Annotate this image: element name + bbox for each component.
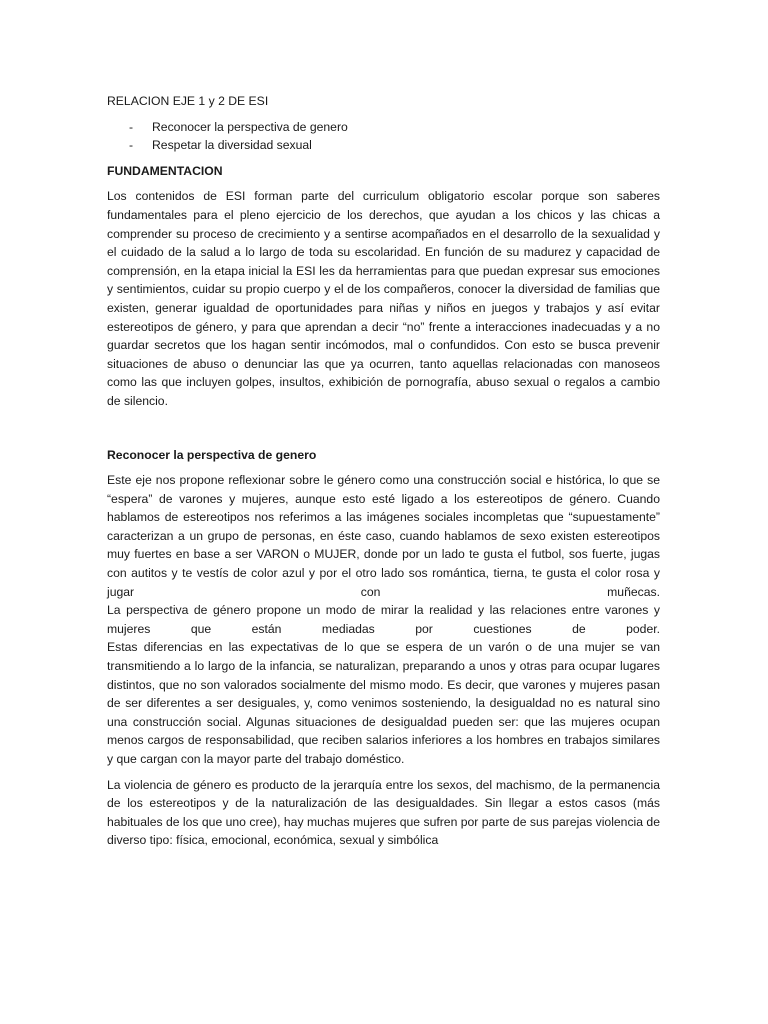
paragraph-fundamentacion: Los contenidos de ESI forman parte del curriculum obligatorio escolar porque son saberes fundamentales para el pleno ejercicio de los derechos, que ayudan a los chicos y las chicas a comprender su proceso de crecimiento y a sentirse acompañados en el desarrollo de la sexualidad y el cuidado de la salud a lo largo de toda su escolaridad. En función de su madurez y capacidad de comprensión, en la etapa inicial la ESI les da herramientas para que puedan expresar sus emociones y sentimientos, cuidar su propio cuerpo y el de los compañeros, conocer la diversidad de familias que existen, generar igualdad de oportunidades para niñas y niños en juegos y trabajos y así evitar estereotipos de género, y para que aprendan a decir “no” frente a interacciones inadecuadas y a no guardar secretos que los hagan sentir incómodos, mal o confundidos. Con esto se busca prevenir situaciones de abuso o denunciar las que ya ocurren, tanto aquellas relacionadas con manoseos como las que incluyen golpes, insultos, exhibición de pornografía, abuso sexual o regalos a cambio de silencio. <box>107 189 660 408</box>
bullet-text: Reconocer la perspectiva de genero <box>152 119 348 134</box>
list-item <box>107 136 660 155</box>
list-item <box>107 118 660 137</box>
section-heading-perspectiva: Reconocer la perspectiva de genero <box>107 447 317 462</box>
bullet-marker: - <box>129 138 134 153</box>
paragraph-line-group-c: Estas diferencias en las expectativas de lo que se espera de un varón o de una mujer se van transmitiendo a lo largo de la infancia, se naturalizan, preparando a unos y otras para ocupar lugares distintos, que no son valorados socialmente del mismo modo. Es decir, que varones y mujeres pasan de ser diferentes a ser desiguales, y, como venimos sosteniendo, la desigualdad no es natural sino una construcción social. Algunas situaciones de desigualdad pueden ser: que las mujeres ocupan menos cargos de responsabilidad, que reciben salarios inferiores a los hombres en trabajos similares y que cargan con la mayor parte del trabajo doméstico. <box>107 640 660 766</box>
document-title: RELACION EJE 1 y 2 DE ESI <box>107 94 269 108</box>
bullet-marker: - <box>129 119 134 134</box>
paragraph-violencia: La violencia de género es producto de la jerarquía entre los sexos, del machismo, de la permanencia de los estereotipos y de la naturalización de las desigualdades. Sin llegar a estos casos (más habituales de los que uno cree), hay muchas mujeres que sufren por parte de sus parejas violencia de diverso tipo: física, emocional, económica, sexual y simbólica <box>107 777 660 848</box>
paragraph-perspectiva-eje <box>107 471 660 769</box>
bullet-list <box>107 118 660 155</box>
paragraph-line-group-a: Este eje nos propone reflexionar sobre le género como una construcción social e histórica, lo que se “espera” de varones y mujeres, aunque esto esté ligado a los estereotipos de género. Cuando hablamos de estereotipos nos referimos a las imágenes sociales incompletas que “supuestamente” caracterizan a un grupo de personas, en éste caso, cuando hablamos de sexo existen estereotipos muy fuertes en base a ser VARON o MUJER, donde por un lado te gusta el futbol, sos fuerte, jugas con autitos y te vestís de color azul y por el otro lado sos romántica, tierna, te gusta el color rosa y jugar con muñecas. <box>107 473 660 599</box>
section-heading-fundamentacion: FUNDAMENTACION <box>107 163 223 178</box>
document-body <box>107 92 660 857</box>
bullet-text: Respetar la diversidad sexual <box>152 138 312 153</box>
section-spacer <box>107 418 660 446</box>
paragraph-line-group-b: La perspectiva de género propone un modo de mirar la realidad y las relaciones entre varones y mujeres que están mediadas por cuestiones de poder. <box>107 603 660 636</box>
